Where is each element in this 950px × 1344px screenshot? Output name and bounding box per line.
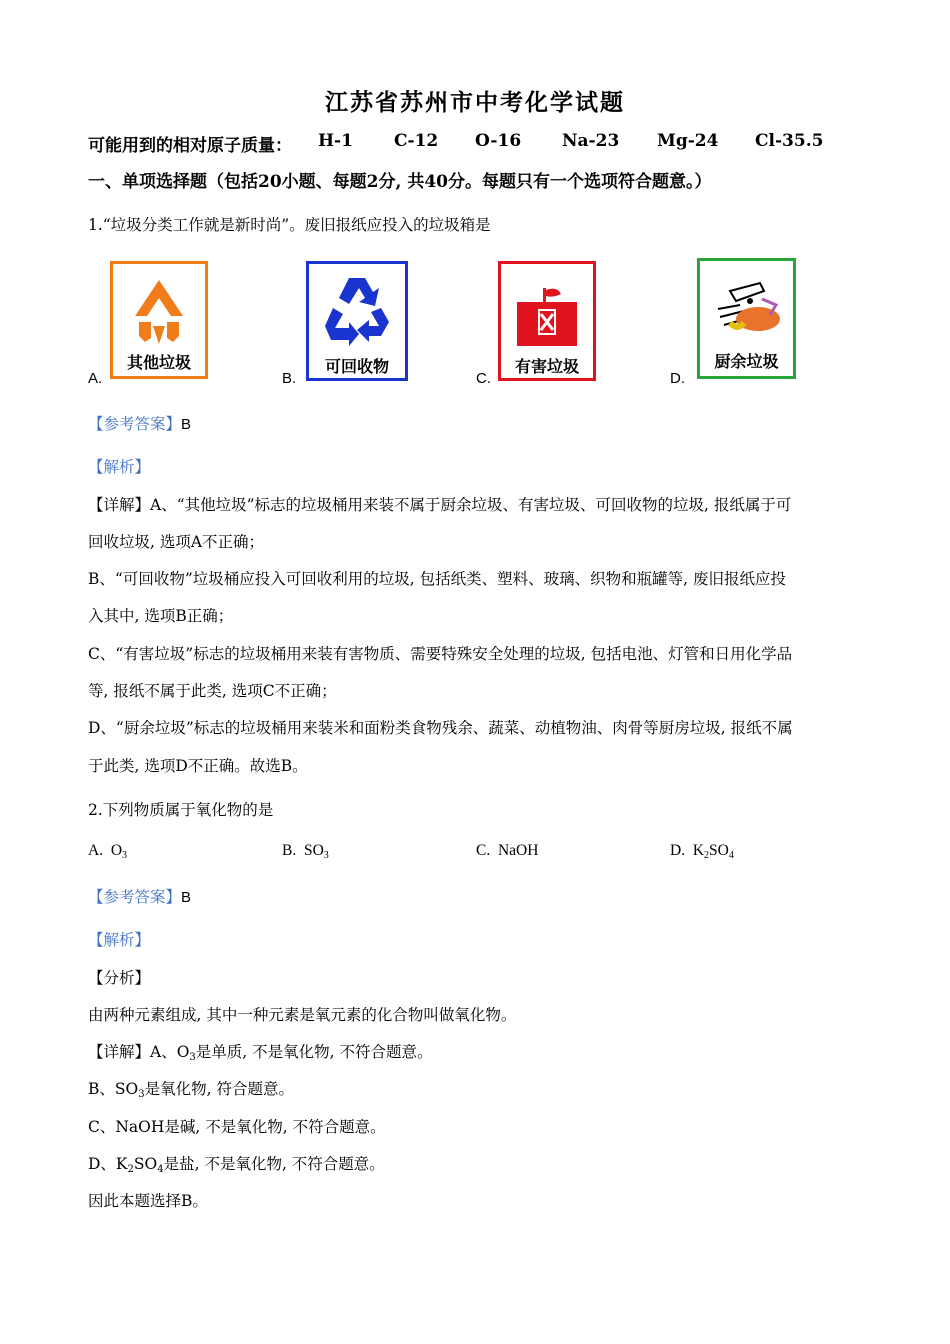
recyclable-sign: [306, 261, 408, 381]
answer-label: 【参考答案】: [88, 415, 182, 433]
option-letter: C.: [476, 842, 491, 859]
explanation-line: D、“厨余垃圾”标志的垃圾桶用来装米和面粉类食物残余、蔬菜、动植物油、肉骨等厨房垃圾, 报纸不属: [88, 719, 793, 737]
sign-label: 可回收物: [324, 357, 389, 376]
option-letter: A.: [88, 842, 104, 859]
detail-c: C、NaOH是碱, 不是氧化物, 不符合题意。: [88, 1118, 386, 1136]
analysis-text: 由两种元素组成, 其中一种元素是氧元素的化合物叫做氧化物。: [88, 1006, 517, 1024]
detail-a: [88, 1040, 433, 1063]
kitchen-waste-sign: [697, 258, 796, 379]
option-d: [670, 842, 734, 861]
other-waste-sign: [110, 261, 208, 379]
detail-text: B、SO: [88, 1080, 139, 1098]
subscript: 2: [704, 850, 710, 861]
explanation-line: 回收垃圾, 选项A不正确；: [88, 533, 265, 551]
option-b-letter: B.: [282, 370, 297, 387]
question-2-stem: 2.下列物质属于氧化物的是: [88, 801, 274, 819]
mass-item: C-12: [394, 131, 439, 151]
option-c: [476, 842, 538, 860]
subscript: 3: [138, 1089, 145, 1100]
answer-label: 【参考答案】: [88, 888, 182, 906]
detail-b: [88, 1077, 294, 1100]
answer-value: B: [181, 416, 192, 433]
answer-row-2: [88, 885, 191, 907]
detail-text: SO: [133, 1155, 158, 1173]
formula: SO: [709, 842, 729, 859]
option-a: [88, 842, 127, 861]
section-heading: 一、单项选择题（包括20小题、每题2分, 共40分。每题只有一个选项符合题意。）: [88, 172, 712, 192]
sign-label: 厨余垃圾: [714, 352, 779, 371]
option-c-letter: C.: [476, 370, 491, 387]
option-b: [282, 842, 329, 861]
detail-text: 是盐, 不是氧化物, 不符合题意。: [163, 1155, 385, 1173]
analysis-label: 【解析】: [88, 458, 151, 476]
explanation-line: 等, 报纸不属于此类, 选项C不正确；: [88, 682, 337, 700]
detail-text: 是单质, 不是氧化物, 不符合题意。: [195, 1043, 433, 1061]
explanation-line: C、“有害垃圾”标志的垃圾桶用来装有害物质、需要特殊安全处理的垃圾, 包括电池、灯管和日用化学品: [88, 645, 793, 663]
option-a-letter: A.: [88, 370, 103, 387]
answer-row-1: [88, 412, 191, 434]
explanation-line: 入其中, 选项B正确；: [88, 607, 234, 625]
formula: K: [692, 842, 705, 859]
explanation-line: 于此类, 选项D不正确。故选B。: [88, 757, 308, 775]
subscript: 3: [122, 850, 128, 861]
atomic-masses: [88, 131, 824, 156]
subscript: 2: [127, 1164, 134, 1175]
subscript: 3: [189, 1052, 196, 1063]
detail-text: D、K: [88, 1155, 128, 1173]
option-letter: D.: [670, 842, 686, 859]
explanation-line: 【详解】A、“其他垃圾”标志的垃圾桶用来装不属于厨余垃圾、有害垃圾、可回收物的垃圾, 报纸属于可: [88, 496, 792, 514]
detail-text: 是氧化物, 符合题意。: [144, 1080, 294, 1098]
subscript: 4: [728, 850, 734, 861]
answer-value: B: [181, 889, 192, 906]
conclusion: 因此本题选择B。: [88, 1192, 208, 1210]
mass-item: Mg-24: [657, 131, 719, 151]
question-1-stem: 1.“垃圾分类工作就是新时尚”。废旧报纸应投入的垃圾箱是: [88, 216, 491, 234]
mass-item: O-16: [475, 131, 522, 151]
hazardous-sign: [498, 261, 596, 381]
atomic-masses-label: 可能用到的相对原子质量：: [88, 136, 292, 156]
subscript: 3: [323, 850, 329, 861]
detail-d: [88, 1152, 385, 1175]
subscript: 4: [157, 1164, 164, 1175]
mass-item: Na-23: [562, 131, 620, 151]
formula: O: [110, 842, 123, 859]
analysis-label: 【解析】: [88, 931, 151, 949]
option-d-letter: D.: [670, 370, 685, 387]
analysis-head: 【分析】: [88, 969, 151, 987]
option-letter: B.: [282, 842, 297, 859]
sign-label: 有害垃圾: [514, 357, 579, 376]
sign-label: 其他垃圾: [126, 353, 191, 372]
detail-text: 【详解】A、O: [88, 1043, 190, 1061]
page-title: 江苏省苏州市中考化学试题: [325, 89, 625, 116]
mass-item: H-1: [318, 131, 353, 151]
formula: NaOH: [497, 842, 539, 859]
mass-item: Cl-35.5: [755, 131, 824, 151]
formula: SO: [303, 842, 324, 859]
explanation-line: B、“可回收物”垃圾桶应投入可回收利用的垃圾, 包括纸类、塑料、玻璃、织物和瓶罐等, 废旧报纸应投: [88, 570, 786, 588]
